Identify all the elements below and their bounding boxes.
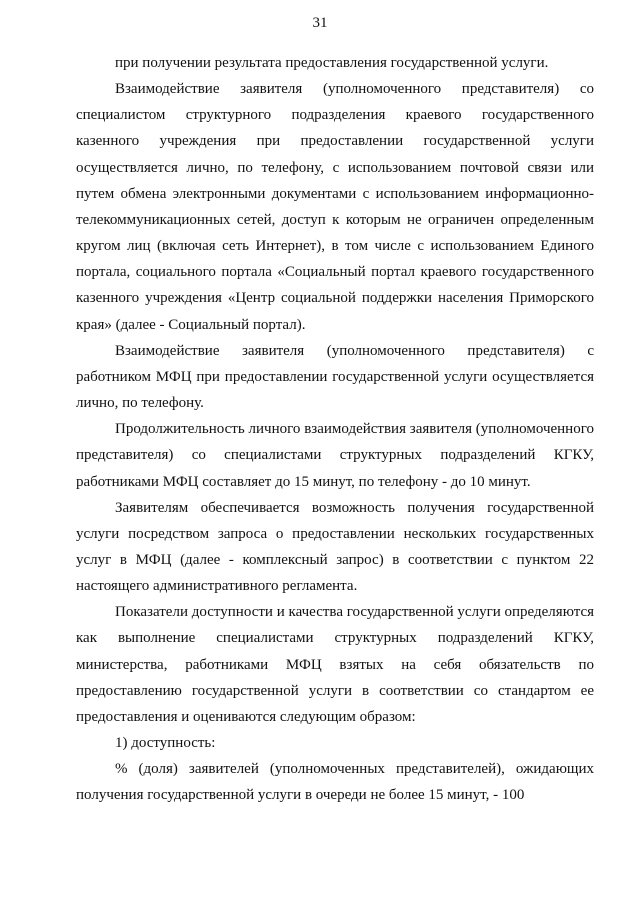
document-body: [76, 50, 594, 809]
page-number: 31: [312, 15, 328, 31]
paragraph-accessibility-heading: 1) доступность:: [115, 735, 216, 752]
paragraph-result-receipt: при получении результата предоставления государственной услуги.: [115, 55, 549, 71]
paragraph-complex-request: Заявителям обеспечивается возможность получения государственной услуги посредством запроса о предоставлении нескольких государственных услуг в МФЦ (далее - комплексный запрос) в соответствии с пунктом 22 настоящего административного регламента.: [76, 499, 594, 595]
paragraph-interaction-duration: Продолжительность личного взаимодействия заявителя (уполномоченного представителя) со специалистами структурных подразделений КГКУ, работниками МФЦ составляет до 15 минут, по телефону - до 10 минут.: [76, 421, 594, 490]
paragraph-interaction-specialist: Взаимодействие заявителя (уполномоченного представителя) со специалистом структурного подразделения краевого государственного казенного учреждения при предоставлении государственной услуги осуществляется лично, по телефону, с использованием почтовой связи или путем обмена электронными документами с использованием информационно-телекоммуникационных сетей, доступ к которым не ограничен определенным кругом лиц (включая сеть Интернет), в том числе с использованием Единого портала, социального портала «Социальный портал краевого государственного казенного учреждения «Центр социальной поддержки населения Приморского края» (далее - Социальный портал).: [76, 81, 594, 333]
paragraph-quality-indicators: Показатели доступности и качества государственной услуги определяются как выполнение специалистами структурных подразделений КГКУ, министерства, работниками МФЦ взятых на себя обязательств по предоставлению государственной услуги в соответствии со стандартом ее предоставления и оцениваются следующим образом:: [76, 604, 594, 725]
paragraph-waiting-share: % (доля) заявителей (уполномоченных представителей), ожидающих получения государственной услуги в очереди не более 15 минут, - 100: [76, 761, 594, 804]
paragraph-interaction-mfc: Взаимодействие заявителя (уполномоченного представителя) с работником МФЦ при предоставлении государственной услуги осуществляется лично, по телефону.: [76, 342, 594, 412]
